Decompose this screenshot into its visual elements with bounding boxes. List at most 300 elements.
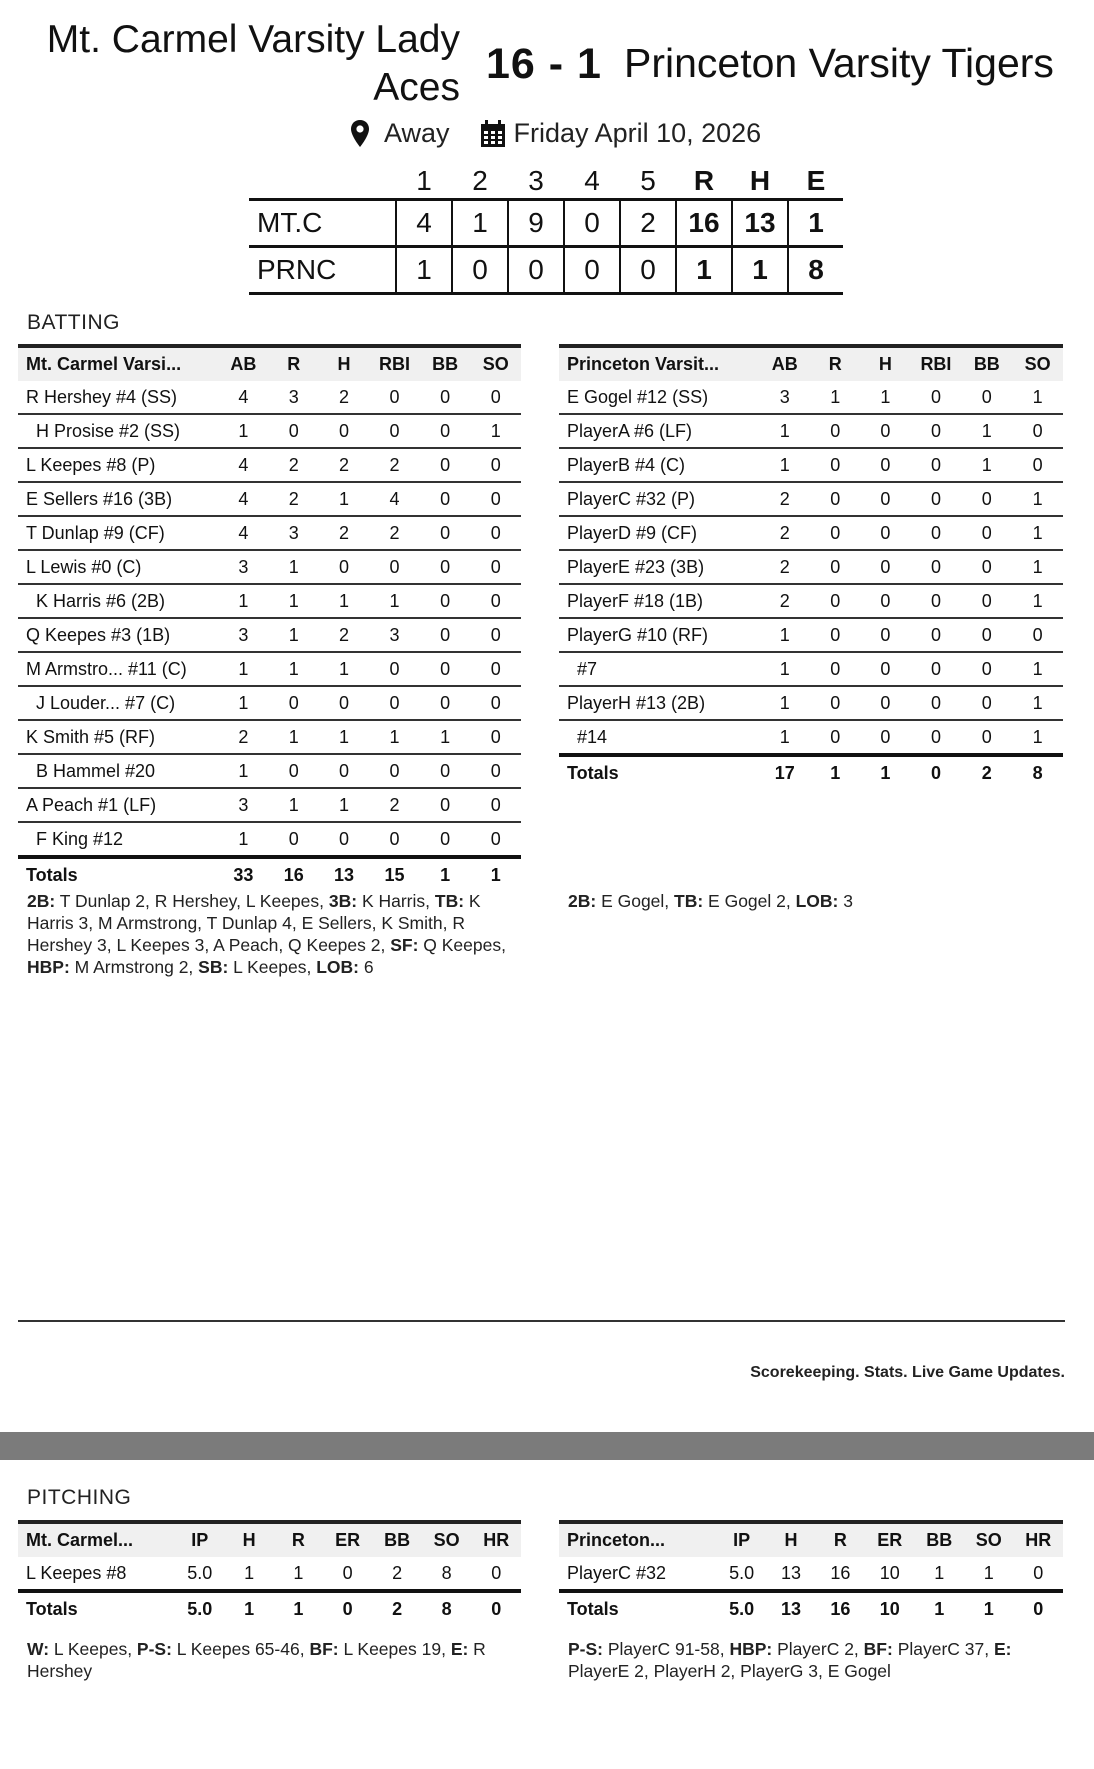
player-row bbox=[559, 720, 1063, 755]
stat-r: 0 bbox=[810, 414, 860, 448]
total-hits: 1 bbox=[732, 247, 788, 294]
inning-header: 5 bbox=[640, 165, 656, 196]
table-header-row bbox=[559, 1522, 1063, 1557]
stat-ab: 2 bbox=[759, 482, 810, 516]
stat-er: 0 bbox=[323, 1557, 372, 1591]
stat-rbi: 0 bbox=[910, 414, 961, 448]
note-value: L Keepes 65-46, bbox=[171, 1639, 310, 1659]
player-name: PlayerD #9 (CF) bbox=[559, 516, 759, 550]
stat-so: 1 bbox=[1012, 584, 1063, 618]
stat-bb: 1 bbox=[420, 720, 471, 754]
player-row bbox=[559, 516, 1063, 550]
stat-rbi: 1 bbox=[369, 584, 420, 618]
stat-so: 0 bbox=[1012, 414, 1063, 448]
note-key: TB: bbox=[674, 891, 704, 911]
stat-r: 0 bbox=[810, 516, 860, 550]
calendar-icon bbox=[480, 120, 506, 148]
player-row bbox=[559, 550, 1063, 584]
stat-r: 1 bbox=[269, 720, 319, 754]
note-value: Q Keepes, bbox=[418, 935, 511, 955]
stat-rbi: 0 bbox=[910, 720, 961, 755]
stat-rbi: 2 bbox=[369, 516, 420, 550]
stat-r: 1 bbox=[274, 1557, 323, 1591]
divider bbox=[18, 1320, 1065, 1322]
stat-bb: 0 bbox=[961, 720, 1012, 755]
stat-h: 0 bbox=[860, 686, 910, 720]
stat-so: 0 bbox=[470, 516, 521, 550]
stat-bb: 0 bbox=[420, 550, 471, 584]
note-key: LOB: bbox=[795, 891, 839, 911]
total-ip: 5.0 bbox=[729, 1598, 755, 1619]
total-r: 1 bbox=[293, 1598, 304, 1619]
stat-r: 0 bbox=[810, 482, 860, 516]
stat-bb: 0 bbox=[961, 584, 1012, 618]
note-value: 6 bbox=[358, 957, 374, 977]
away-batting-notes bbox=[568, 890, 1048, 912]
stat-so: 0 bbox=[470, 381, 521, 414]
stat-bb: 0 bbox=[420, 652, 471, 686]
player-row bbox=[559, 448, 1063, 482]
player-row bbox=[18, 482, 521, 516]
stat-rbi: 0 bbox=[369, 822, 420, 857]
final-score: 16 - 1 bbox=[486, 40, 602, 88]
stat-so: 0 bbox=[470, 584, 521, 618]
stat-h: 0 bbox=[860, 414, 910, 448]
stat-h: 1 bbox=[224, 1557, 273, 1591]
stat-h: 0 bbox=[319, 822, 369, 857]
total-bb: 1 bbox=[934, 1598, 945, 1619]
stat-so: 0 bbox=[470, 720, 521, 754]
note-key: P-S: bbox=[136, 1639, 172, 1659]
stat-h: 2 bbox=[319, 381, 369, 414]
total-hr: 0 bbox=[1033, 1598, 1044, 1619]
inning-header: 4 bbox=[584, 165, 600, 196]
player-name: M Armstro... #11 (C) bbox=[18, 652, 218, 686]
inning-runs: 9 bbox=[508, 200, 564, 247]
player-row bbox=[559, 618, 1063, 652]
stat-h: 0 bbox=[860, 550, 910, 584]
stat-h: 0 bbox=[319, 550, 369, 584]
player-row bbox=[18, 516, 521, 550]
note-value: PlayerC 37, bbox=[892, 1639, 994, 1659]
note-key: HBP: bbox=[729, 1639, 773, 1659]
stat-bb: 0 bbox=[420, 754, 471, 788]
stat-so: 0 bbox=[470, 652, 521, 686]
player-name: T Dunlap #9 (CF) bbox=[18, 516, 218, 550]
stat-column-header: R bbox=[287, 354, 301, 374]
stat-ab: 4 bbox=[218, 482, 269, 516]
player-row bbox=[18, 448, 521, 482]
total-errors: 1 bbox=[788, 200, 843, 247]
player-name: A Peach #1 (LF) bbox=[18, 788, 218, 822]
game-meta bbox=[350, 118, 761, 149]
player-name: E Gogel #12 (SS) bbox=[559, 381, 759, 414]
note-value: L Keepes 19, bbox=[338, 1639, 451, 1659]
total-er: 0 bbox=[342, 1598, 353, 1619]
stat-bb: 2 bbox=[372, 1557, 422, 1591]
stat-ab: 3 bbox=[759, 381, 810, 414]
total-ip: 5.0 bbox=[187, 1598, 213, 1619]
player-row bbox=[559, 686, 1063, 720]
stat-r: 0 bbox=[810, 550, 860, 584]
stat-rbi: 0 bbox=[910, 550, 961, 584]
stat-h: 0 bbox=[860, 516, 910, 550]
stat-rbi: 0 bbox=[369, 686, 420, 720]
player-name: K Harris #6 (2B) bbox=[18, 584, 218, 618]
home-batting-notes bbox=[27, 890, 527, 978]
total-bb: 2 bbox=[981, 762, 992, 783]
player-row bbox=[18, 584, 521, 618]
stat-so: 1 bbox=[470, 414, 521, 448]
stat-so: 0 bbox=[1012, 448, 1063, 482]
inning-runs: 0 bbox=[508, 247, 564, 294]
stat-bb: 0 bbox=[420, 618, 471, 652]
location-pin-icon bbox=[350, 119, 370, 149]
totals-row bbox=[559, 1591, 1063, 1625]
player-name: Q Keepes #3 (1B) bbox=[18, 618, 218, 652]
stat-so: 0 bbox=[470, 550, 521, 584]
stat-r: 1 bbox=[810, 381, 860, 414]
stat-column-header: ER bbox=[335, 1530, 361, 1550]
total-rbi: 15 bbox=[384, 864, 405, 885]
stat-so: 0 bbox=[470, 754, 521, 788]
totals-label: Totals bbox=[26, 1598, 78, 1619]
total-r: 16 bbox=[830, 1598, 851, 1619]
stat-so: 0 bbox=[1012, 618, 1063, 652]
note-key: 3B: bbox=[328, 891, 358, 911]
stat-bb: 0 bbox=[961, 482, 1012, 516]
stat-ab: 4 bbox=[218, 516, 269, 550]
note-key: 2B: bbox=[568, 891, 597, 911]
note-value: K Harris 3, M Armstrong, T Dunlap 4, E Sellers, K Smith, R Hershey 3, L Keepes 3, A Peach, Q Keepes 2, bbox=[27, 891, 486, 955]
stat-rbi: 0 bbox=[369, 550, 420, 584]
stat-rbi: 2 bbox=[369, 448, 420, 482]
stat-r: 0 bbox=[810, 448, 860, 482]
player-row bbox=[18, 788, 521, 822]
stat-r: 2 bbox=[269, 448, 319, 482]
runs-header: R bbox=[693, 165, 715, 196]
inning-header: 3 bbox=[528, 165, 544, 196]
inning-header: 1 bbox=[416, 165, 432, 196]
total-runs: 16 bbox=[676, 200, 732, 247]
table-header-row bbox=[559, 346, 1063, 381]
total-h: 13 bbox=[333, 864, 354, 885]
stat-rbi: 0 bbox=[369, 754, 420, 788]
player-row bbox=[18, 754, 521, 788]
line-score-row bbox=[249, 200, 843, 247]
stat-so: 1 bbox=[1012, 516, 1063, 550]
stat-ab: 1 bbox=[218, 414, 269, 448]
stat-column-header: R bbox=[833, 1530, 847, 1550]
stat-rbi: 0 bbox=[910, 652, 961, 686]
stat-rbi: 3 bbox=[369, 618, 420, 652]
stat-h: 2 bbox=[319, 516, 369, 550]
total-so: 8 bbox=[441, 1598, 452, 1619]
pitching-section-title: PITCHING bbox=[27, 1486, 132, 1509]
stat-r: 2 bbox=[269, 482, 319, 516]
stat-so: 0 bbox=[470, 618, 521, 652]
away-batting-table bbox=[559, 344, 1063, 789]
team-column-header: Mt. Carmel... bbox=[26, 1530, 134, 1550]
stat-ab: 2 bbox=[759, 584, 810, 618]
inning-runs: 0 bbox=[620, 247, 676, 294]
total-so: 8 bbox=[1032, 762, 1043, 783]
stat-column-header: RBI bbox=[920, 354, 952, 374]
stat-bb: 0 bbox=[961, 516, 1012, 550]
note-value: K Harris, bbox=[357, 891, 435, 911]
stat-r: 0 bbox=[269, 686, 319, 720]
stat-r: 1 bbox=[269, 618, 319, 652]
stat-so: 0 bbox=[470, 822, 521, 857]
stat-r: 0 bbox=[269, 822, 319, 857]
totals-row bbox=[559, 755, 1063, 789]
stat-column-header: SO bbox=[975, 1530, 1002, 1550]
team-abbr: MT.C bbox=[257, 207, 323, 238]
note-value: L Keepes, bbox=[228, 957, 317, 977]
total-bb: 2 bbox=[392, 1598, 403, 1619]
stat-h: 0 bbox=[319, 414, 369, 448]
team-abbr: PRNC bbox=[257, 254, 337, 285]
player-name: PlayerC #32 (P) bbox=[559, 482, 759, 516]
total-hits: 13 bbox=[732, 200, 788, 247]
totals-label: Totals bbox=[567, 762, 619, 783]
note-value: T Dunlap 2, R Hershey, L Keepes, bbox=[55, 891, 329, 911]
note-key: LOB: bbox=[316, 957, 359, 977]
player-name: R Hershey #4 (SS) bbox=[18, 381, 218, 414]
stat-column-header: H bbox=[878, 354, 892, 374]
total-bb: 1 bbox=[440, 864, 451, 885]
stat-bb: 0 bbox=[961, 652, 1012, 686]
stat-so: 0 bbox=[470, 788, 521, 822]
stat-h: 1 bbox=[860, 381, 910, 414]
stat-bb: 0 bbox=[961, 686, 1012, 720]
stat-rbi: 0 bbox=[910, 482, 961, 516]
stat-column-header: IP bbox=[733, 1530, 751, 1550]
player-name: K Smith #5 (RF) bbox=[18, 720, 218, 754]
stat-rbi: 2 bbox=[369, 788, 420, 822]
stat-ab: 1 bbox=[218, 822, 269, 857]
stat-ab: 1 bbox=[759, 652, 810, 686]
stat-ab: 3 bbox=[218, 618, 269, 652]
totals-label: Totals bbox=[26, 864, 78, 885]
game-date: Friday April 10, 2026 bbox=[513, 118, 762, 148]
note-value: 3 bbox=[838, 891, 853, 911]
note-value: E Gogel, bbox=[596, 891, 675, 911]
stat-column-header: BB bbox=[384, 1530, 411, 1550]
player-row bbox=[18, 822, 521, 857]
total-ab: 17 bbox=[774, 762, 795, 783]
stat-rbi: 0 bbox=[910, 516, 961, 550]
table-header-row bbox=[18, 346, 521, 381]
stat-ip: 5.0 bbox=[175, 1557, 224, 1591]
stat-column-header: AB bbox=[771, 354, 798, 374]
team-column-header: Mt. Carmel Varsi... bbox=[26, 354, 182, 374]
stat-ab: 1 bbox=[759, 686, 810, 720]
total-errors: 8 bbox=[788, 247, 843, 294]
home-pitching-notes bbox=[27, 1638, 527, 1682]
stat-h: 1 bbox=[319, 584, 369, 618]
stat-r: 16 bbox=[816, 1557, 865, 1591]
stat-so: 1 bbox=[1012, 550, 1063, 584]
stat-ab: 1 bbox=[218, 686, 269, 720]
note-key: SF: bbox=[390, 935, 419, 955]
stat-bb: 1 bbox=[961, 414, 1012, 448]
stat-column-header: BB bbox=[926, 1530, 953, 1550]
stat-h: 0 bbox=[319, 754, 369, 788]
stat-bb: 0 bbox=[420, 516, 471, 550]
note-key: 2B: bbox=[27, 891, 56, 911]
player-row bbox=[559, 414, 1063, 448]
stat-hr: 0 bbox=[1013, 1557, 1063, 1591]
stat-rbi: 0 bbox=[369, 414, 420, 448]
note-value: PlayerE 2, PlayerH 2, PlayerG 3, E Gogel bbox=[568, 1639, 1017, 1681]
table-header-row bbox=[18, 1522, 521, 1557]
team-column-header: Princeton... bbox=[567, 1530, 666, 1550]
stat-r: 0 bbox=[269, 414, 319, 448]
stat-column-header: R bbox=[828, 354, 842, 374]
stat-r: 0 bbox=[810, 686, 860, 720]
stat-column-header: HR bbox=[483, 1530, 510, 1550]
total-so: 1 bbox=[983, 1598, 994, 1619]
note-value: PlayerC 91-58, bbox=[603, 1639, 730, 1659]
stat-hr: 0 bbox=[471, 1557, 521, 1591]
stat-rbi: 0 bbox=[369, 381, 420, 414]
stat-h: 1 bbox=[319, 720, 369, 754]
stat-rbi: 0 bbox=[910, 584, 961, 618]
stat-er: 10 bbox=[865, 1557, 914, 1591]
total-h: 13 bbox=[780, 1598, 802, 1619]
stat-h: 2 bbox=[319, 448, 369, 482]
stat-ab: 1 bbox=[759, 720, 810, 755]
stat-bb: 1 bbox=[961, 448, 1012, 482]
stat-column-header: BB bbox=[973, 354, 1000, 374]
stat-ab: 1 bbox=[218, 754, 269, 788]
away-pitching-table bbox=[559, 1520, 1063, 1625]
player-row bbox=[18, 1557, 521, 1591]
player-row bbox=[559, 584, 1063, 618]
stat-so: 0 bbox=[470, 686, 521, 720]
player-name: L Keepes #8 bbox=[18, 1557, 175, 1591]
player-name: L Lewis #0 (C) bbox=[18, 550, 218, 584]
player-name: PlayerH #13 (2B) bbox=[559, 686, 759, 720]
stat-r: 1 bbox=[269, 788, 319, 822]
inning-runs: 0 bbox=[452, 247, 508, 294]
total-so: 1 bbox=[490, 864, 501, 885]
home-pitching-table bbox=[18, 1520, 521, 1625]
note-key: E: bbox=[450, 1639, 469, 1659]
stat-bb: 0 bbox=[420, 448, 471, 482]
page-separator-band bbox=[0, 1432, 1094, 1460]
inning-runs: 2 bbox=[620, 200, 676, 247]
location-label: Away bbox=[384, 118, 450, 148]
home-team-name: Mt. Carmel Varsity Lady Aces bbox=[46, 18, 460, 109]
player-name: PlayerB #4 (C) bbox=[559, 448, 759, 482]
stat-column-header: ER bbox=[877, 1530, 903, 1550]
stat-rbi: 0 bbox=[910, 381, 961, 414]
stat-bb: 0 bbox=[420, 686, 471, 720]
note-value: M Armstrong 2, bbox=[69, 957, 199, 977]
stat-bb: 0 bbox=[961, 381, 1012, 414]
totals-row bbox=[18, 857, 521, 891]
stat-r: 0 bbox=[810, 720, 860, 755]
player-row bbox=[559, 381, 1063, 414]
stat-so: 8 bbox=[422, 1557, 472, 1591]
stat-column-header: SO bbox=[1024, 354, 1051, 374]
player-row bbox=[18, 618, 521, 652]
stat-r: 1 bbox=[269, 652, 319, 686]
total-rbi: 0 bbox=[930, 762, 941, 783]
player-row bbox=[18, 550, 521, 584]
total-ab: 33 bbox=[233, 864, 254, 885]
total-h: 1 bbox=[880, 762, 891, 783]
team-column-header: Princeton Varsit... bbox=[567, 354, 720, 374]
note-value: L Keepes, bbox=[49, 1639, 137, 1659]
stat-ab: 4 bbox=[218, 448, 269, 482]
stat-so: 0 bbox=[470, 448, 521, 482]
stat-column-header: IP bbox=[191, 1530, 209, 1550]
stat-ab: 3 bbox=[218, 550, 269, 584]
stat-h: 0 bbox=[319, 686, 369, 720]
total-r: 16 bbox=[283, 864, 304, 885]
stat-h: 1 bbox=[319, 788, 369, 822]
stat-so: 1 bbox=[1012, 381, 1063, 414]
stat-so: 1 bbox=[1012, 482, 1063, 516]
stat-ab: 1 bbox=[759, 618, 810, 652]
player-name: F King #12 bbox=[18, 822, 218, 857]
inning-runs: 0 bbox=[564, 247, 620, 294]
stat-column-header: H bbox=[784, 1530, 798, 1550]
away-team-name: Princeton Varsity Tigers bbox=[624, 40, 1054, 86]
stat-column-header: HR bbox=[1025, 1530, 1052, 1550]
total-hr: 0 bbox=[491, 1598, 502, 1619]
stat-r: 0 bbox=[810, 618, 860, 652]
stat-rbi: 0 bbox=[910, 618, 961, 652]
player-name: J Louder... #7 (C) bbox=[18, 686, 218, 720]
stat-bb: 1 bbox=[914, 1557, 963, 1591]
player-name: B Hammel #20 bbox=[18, 754, 218, 788]
stat-h: 1 bbox=[319, 482, 369, 516]
stat-so: 0 bbox=[470, 482, 521, 516]
player-name: PlayerG #10 (RF) bbox=[559, 618, 759, 652]
stat-ab: 2 bbox=[218, 720, 269, 754]
stat-h: 0 bbox=[860, 652, 910, 686]
player-name: PlayerC #32 bbox=[559, 1557, 717, 1591]
stat-ip: 5.0 bbox=[717, 1557, 766, 1591]
stat-rbi: 4 bbox=[369, 482, 420, 516]
stat-bb: 0 bbox=[420, 414, 471, 448]
stat-h: 2 bbox=[319, 618, 369, 652]
stat-bb: 0 bbox=[420, 482, 471, 516]
stat-r: 0 bbox=[810, 652, 860, 686]
stat-column-header: H bbox=[242, 1530, 256, 1550]
player-row bbox=[559, 652, 1063, 686]
note-value: R Hershey bbox=[27, 1639, 491, 1681]
home-batting-table bbox=[18, 344, 521, 891]
stat-r: 0 bbox=[810, 584, 860, 618]
stat-h: 0 bbox=[860, 584, 910, 618]
stat-so: 1 bbox=[1012, 652, 1063, 686]
stat-r: 1 bbox=[269, 550, 319, 584]
batting-section-title: BATTING bbox=[27, 311, 120, 334]
inning-runs: 4 bbox=[396, 200, 452, 247]
stat-so: 1 bbox=[1012, 720, 1063, 755]
stat-h: 0 bbox=[860, 720, 910, 755]
stat-ab: 1 bbox=[759, 448, 810, 482]
stat-ab: 1 bbox=[218, 584, 269, 618]
player-row bbox=[18, 720, 521, 754]
stat-bb: 0 bbox=[961, 550, 1012, 584]
stat-h: 0 bbox=[860, 482, 910, 516]
